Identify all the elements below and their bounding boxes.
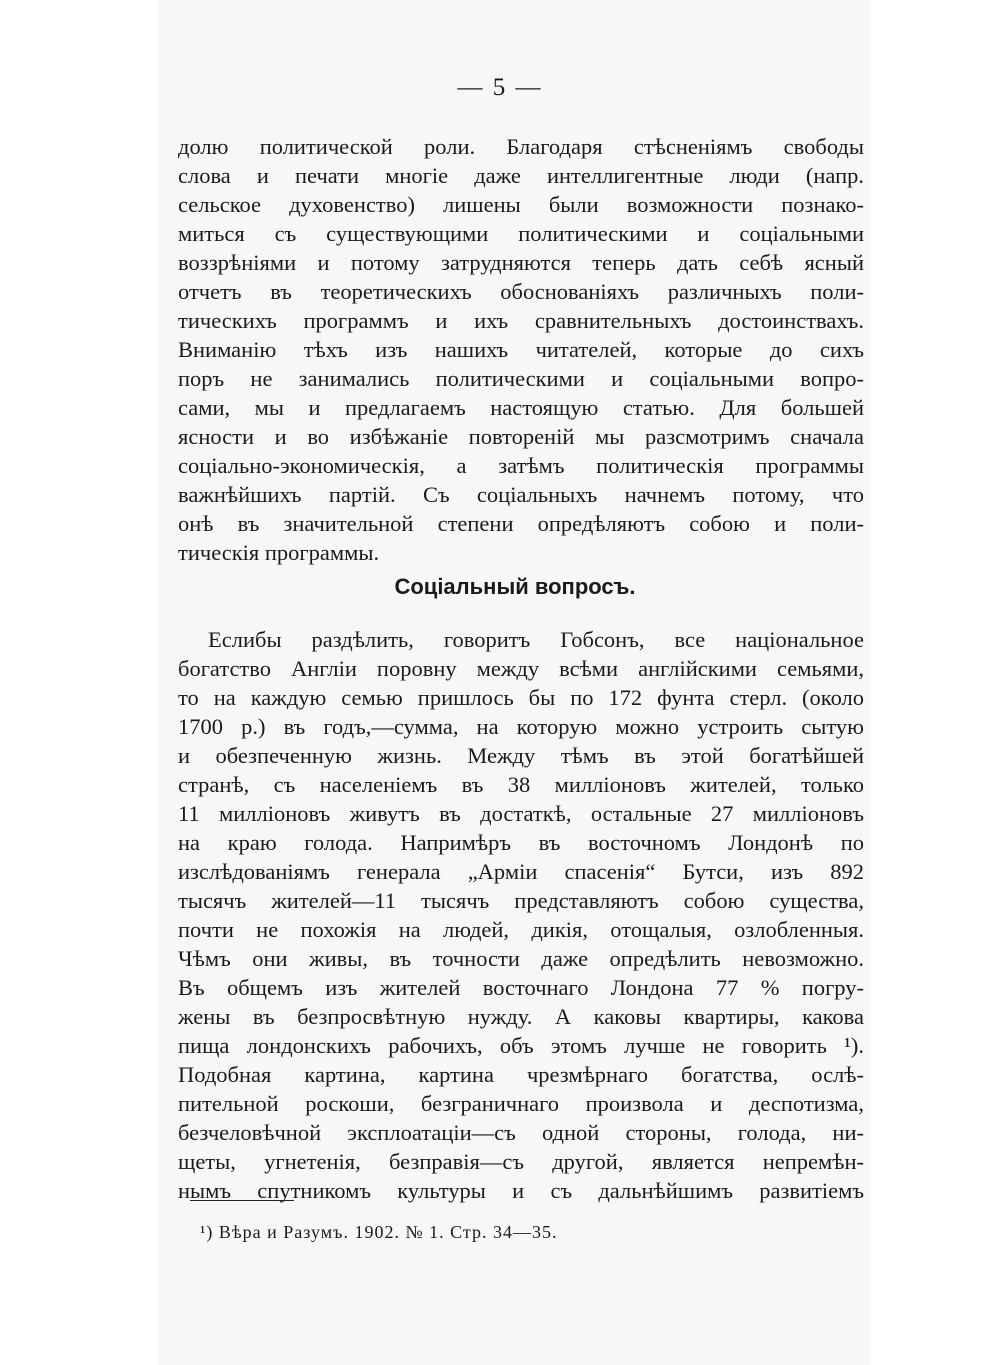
text-line: богатство Англіи поровну между всѣми англійскими семьями, (178, 656, 864, 681)
text-line: 1700 р.) въ годъ,—сумма, на которую можно устроить сытую (178, 714, 864, 739)
text-line: безчеловѣчной эксплоатаціи—съ одной стороны, голода, ни- (178, 1120, 864, 1145)
text-line: щеты, угнетенія, безправія—съ другой, является непремѣн- (178, 1149, 864, 1174)
text-line: миться съ существующими политическими и соціальными (178, 221, 864, 246)
text-line: странѣ, съ населеніемъ въ 38 милліоновъ жителей, только (178, 772, 864, 797)
text-line: то на каждую семью пришлось бы по 172 фунта стерл. (около (178, 685, 864, 710)
social-question-paragraph (178, 625, 864, 1205)
text-line: Въ общемъ изъ жителей восточнаго Лондона 77 % погру- (178, 975, 864, 1000)
text-line: Еслибы раздѣлить, говоритъ Гобсонъ, все національное (208, 627, 864, 652)
footnote-text: Вѣра и Разумъ. 1902. № 1. Стр. 34—35. (218, 1222, 558, 1242)
text-line: Подобная картина, картина чрезмѣрнаго богатства, ослѣ- (178, 1062, 864, 1087)
text-line: пительной роскоши, безграничнаго произвола и деспотизма, (178, 1091, 864, 1116)
text-line: почти не похожія на людей, дикія, отощалыя, озлобленныя. (178, 917, 864, 942)
text-line: важнѣйшихъ партій. Съ соціальныхъ начнемъ потому, что (178, 482, 864, 507)
page-number: — 5 — (457, 74, 543, 101)
text-line: Чѣмъ они живы, въ точности даже опредѣлить невозможно. (178, 946, 864, 971)
text-line: 11 милліоновъ живутъ въ достаткѣ, остальные 27 милліоновъ (178, 801, 864, 826)
text-line: тысячъ жителей—11 тысячъ представляютъ собою существа, (178, 888, 864, 913)
text-line: отчетъ въ теоретическихъ обоснованіяхъ различныхъ поли- (178, 279, 864, 304)
text-line: пища лондонскихъ рабочихъ, объ этомъ лучше не говорить ¹). (178, 1033, 864, 1058)
intro-paragraph (178, 132, 864, 567)
text-line: долю политической роли. Благодаря стѣсненіямъ свободы (178, 134, 864, 159)
text-line: нымъ спутникомъ культуры и съ дальнѣйшимъ развитіемъ (178, 1178, 864, 1203)
text-line: на краю голода. Напримѣръ въ восточномъ Лондонѣ по (178, 830, 864, 855)
text-line: тическихъ программъ и ихъ сравнительныхъ достоинствахъ. (178, 308, 864, 333)
text-line: онѣ въ значительной степени опредѣляютъ собою и поли- (178, 511, 864, 536)
text-line: сельское духовенство) лишены были возможности познако- (178, 192, 864, 217)
section-heading: Соціальный вопросъ. (394, 574, 636, 599)
footnote-marker: ¹) (200, 1222, 214, 1242)
text-line: тическія программы. (178, 540, 380, 565)
text-line: воззрѣніями и потому затрудняются теперь дать себѣ ясный (178, 250, 864, 275)
text-line: соціально-экономическія, а затѣмъ политическія программы (178, 453, 864, 478)
text-line: и обезпеченную жизнь. Между тѣмъ въ этой богатѣйшей (178, 743, 864, 768)
text-line: сами, мы и предлагаемъ настоящую статью. Для большей (178, 395, 864, 420)
footnote-divider (190, 1200, 294, 1201)
text-line: слова и печати многіе даже интеллигентные люди (напр. (178, 163, 864, 188)
text-line: жены въ безпросвѣтную нужду. А каковы квартиры, какова (178, 1004, 864, 1029)
text-line: поръ не занимались политическими и соціальными вопро- (178, 366, 864, 391)
text-line: изслѣдованіямъ генерала „Арміи спасенія“ Бутси, изъ 892 (178, 859, 864, 884)
text-line: ясности и во избѣжаніе повтореній мы разсмотримъ сначала (178, 424, 864, 449)
text-line: Вниманію тѣхъ изъ нашихъ читателей, которые до сихъ (178, 337, 864, 362)
footnote (200, 1222, 558, 1243)
